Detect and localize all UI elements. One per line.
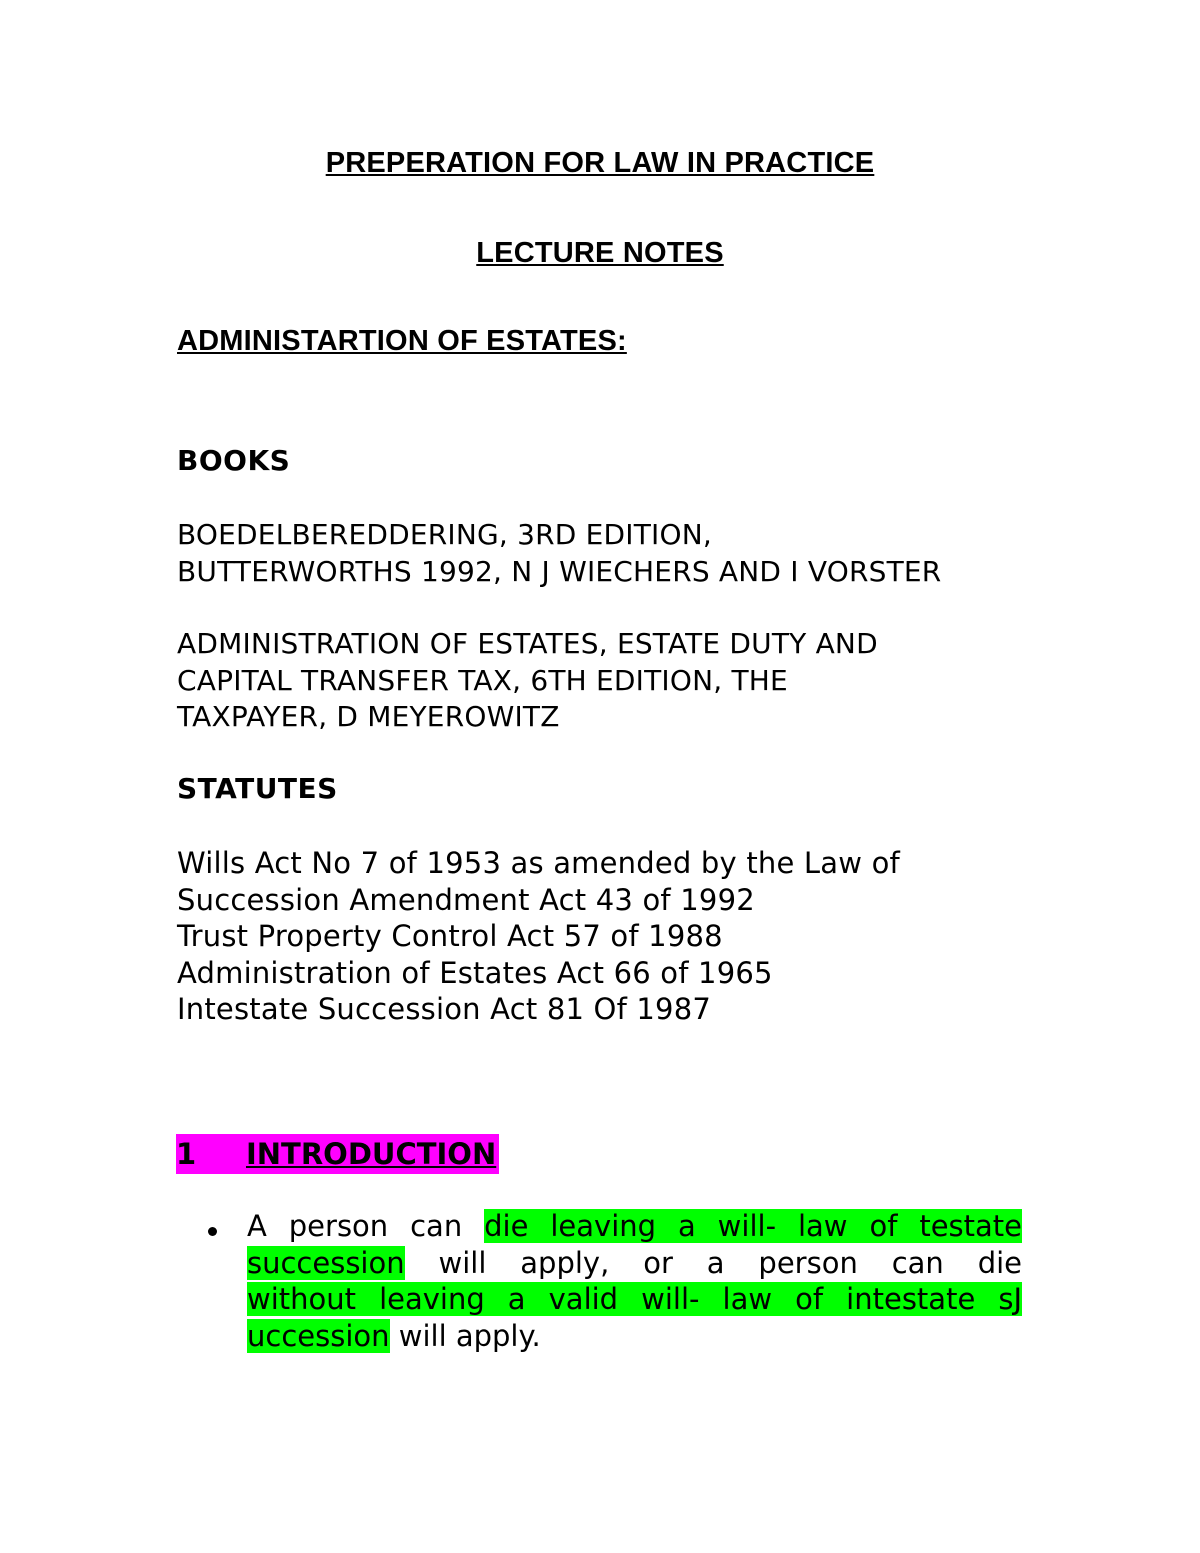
- paragraph-line: [247, 1318, 1022, 1355]
- statute-line: Succession Amendment Act 43 of 1992: [177, 882, 755, 917]
- section-title: ADMINISTARTION OF ESTATES:: [177, 325, 627, 357]
- plain-text: A person can: [247, 1209, 485, 1243]
- statute-line: Administration of Estates Act 66 of 1965: [177, 955, 773, 990]
- book-entry: [177, 517, 1037, 590]
- book-line: TAXPAYER, D MEYEROWITZ: [177, 700, 560, 733]
- books-heading: BOOKS: [177, 444, 291, 477]
- book-entry: [177, 626, 1037, 736]
- statutes-list: [177, 845, 1037, 1028]
- statutes-heading: STATUTES: [177, 772, 338, 805]
- highlighted-text: succession: [247, 1245, 405, 1280]
- bullet-paragraph: [247, 1208, 1022, 1354]
- document-subtitle: LECTURE NOTES: [476, 237, 724, 269]
- bullet-icon: [208, 1227, 217, 1236]
- paragraph-line: [247, 1208, 1022, 1245]
- plain-text: will apply, or a person can die: [404, 1245, 1022, 1280]
- statute-line: Wills Act No 7 of 1953 as amended by the Law of: [177, 846, 900, 880]
- section-heading-text: INTRODUCTION: [246, 1137, 497, 1171]
- book-line: BUTTERWORTHS 1992, N J WIECHERS AND I VORSTER: [177, 554, 942, 588]
- section-number: 1: [176, 1137, 197, 1171]
- book-line: BOEDELBEREDDERING, 3RD EDITION,: [177, 518, 713, 551]
- introduction-heading: [176, 1134, 499, 1174]
- highlighted-text: die leaving a will- law of testate: [484, 1209, 1023, 1243]
- book-line: CAPITAL TRANSFER TAX, 6TH EDITION, THE: [177, 663, 788, 697]
- paragraph-line: [247, 1281, 1022, 1318]
- paragraph-line: [247, 1245, 1022, 1282]
- plain-text: will apply.: [389, 1318, 541, 1353]
- statute-line: Intestate Succession Act 81 Of 1987: [177, 992, 711, 1026]
- highlighted-text: uccession: [247, 1318, 390, 1353]
- highlighted-text: without leaving a valid will- law of intestate sJ: [247, 1282, 1022, 1316]
- statute-line: Trust Property Control Act 57 of 1988: [177, 919, 723, 953]
- book-line: ADMINISTRATION OF ESTATES, ESTATE DUTY AND: [177, 627, 878, 660]
- document-title: PREPERATION FOR LAW IN PRACTICE: [325, 147, 875, 179]
